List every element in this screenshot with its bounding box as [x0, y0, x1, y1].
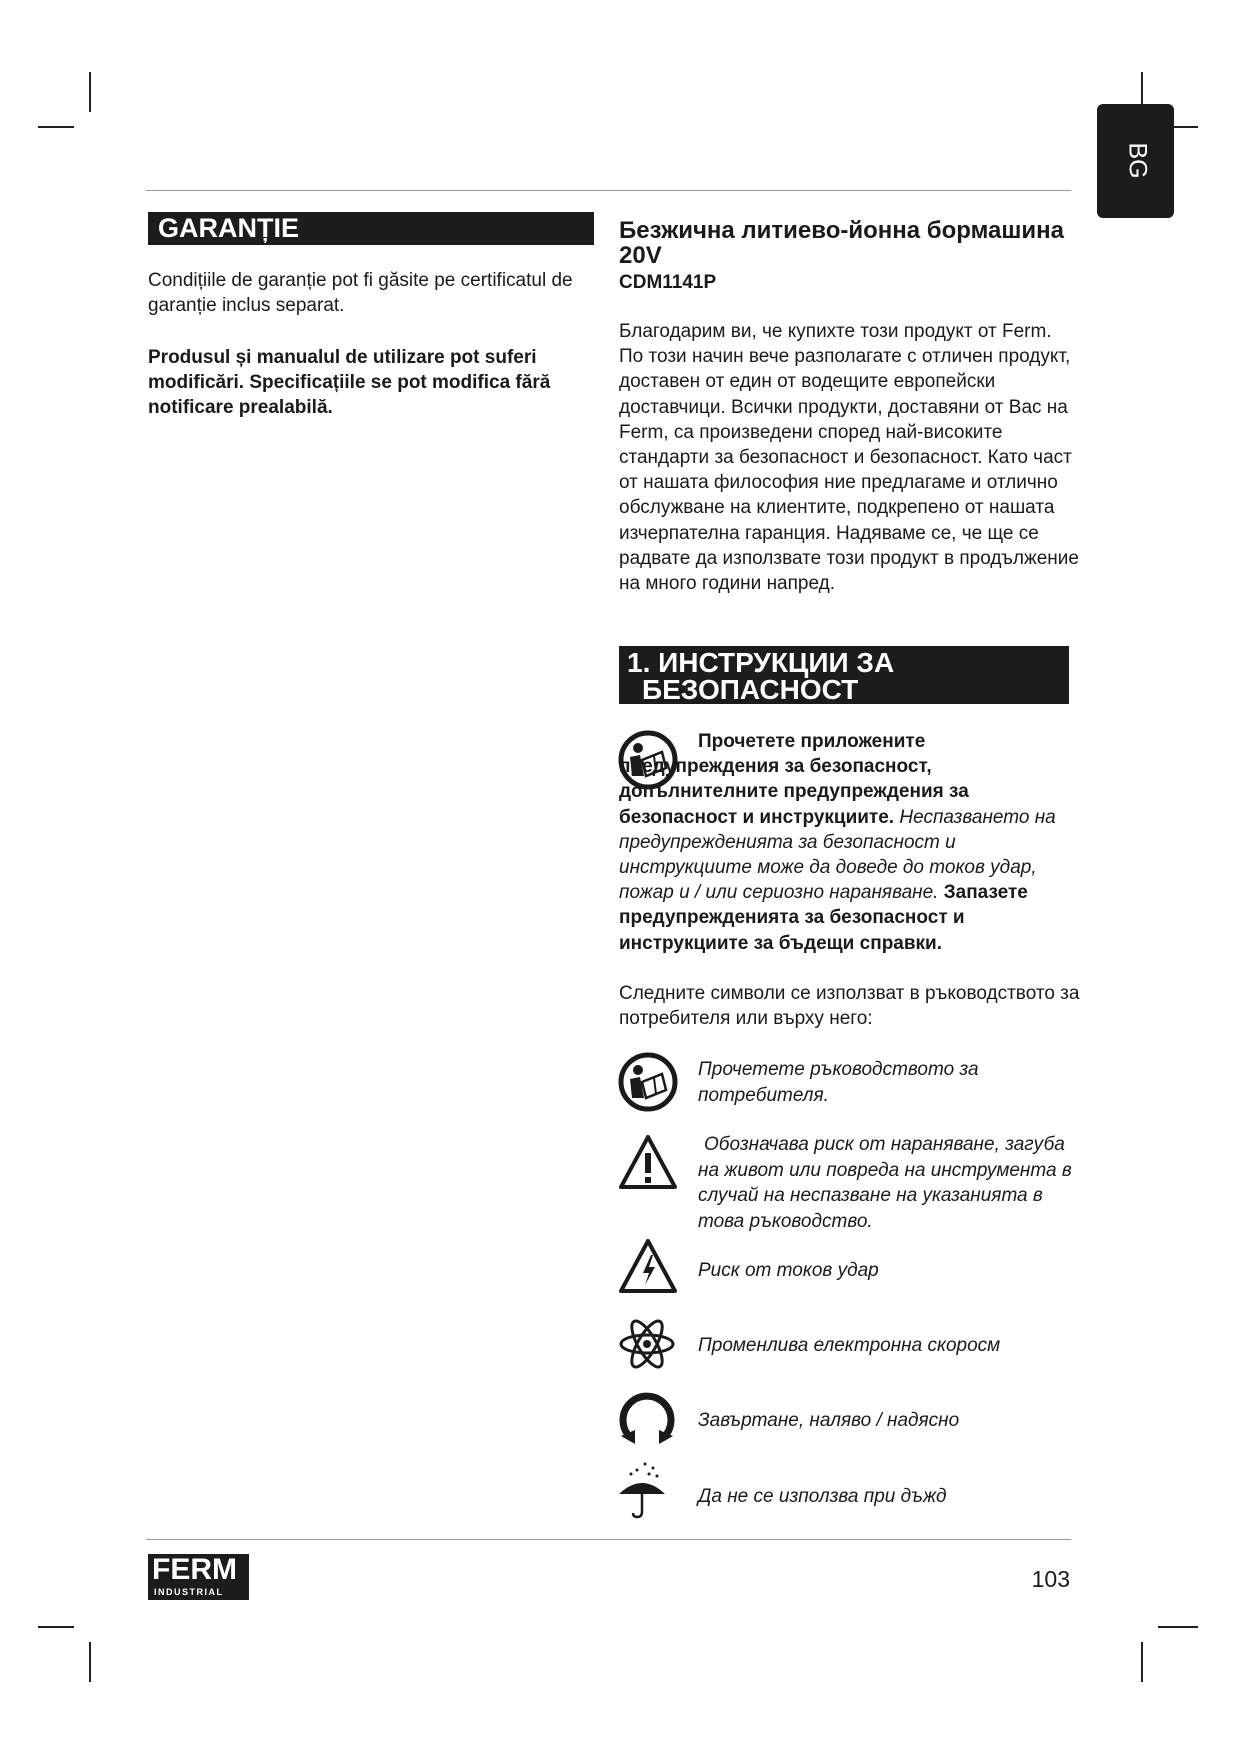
crop-mark: [1141, 1642, 1143, 1682]
bottom-rule: [146, 1539, 1071, 1540]
safety-warning-block: [619, 729, 1081, 956]
page-number: 103: [1031, 1566, 1070, 1592]
top-rule: [146, 190, 1071, 191]
crop-mark: [89, 72, 91, 112]
electric-shock-icon: [617, 1237, 679, 1295]
logo-subtitle: INDUSTRIAL: [154, 1587, 224, 1597]
symbol-read-manual-text: Прочетете ръководството за потребителя.: [698, 1059, 979, 1106]
product-title: Безжична литиево-йонна бормашина 20V: [619, 217, 1065, 269]
crop-mark: [38, 1626, 74, 1628]
symbol-speed-text: Променлива електронна скоросм: [698, 1335, 1001, 1356]
logo-word: FERM: [152, 1553, 237, 1586]
warning-triangle-icon: [617, 1133, 679, 1191]
garantie-heading: GARANȚIE: [148, 212, 594, 245]
safety-section-heading: [619, 646, 1069, 704]
safety-warning-keep: Запазете предупрежденията за безопасност и инструкциите за бъдещи справки.: [619, 882, 1028, 954]
symbol-rain-text: Да не се използва при дъжд: [698, 1486, 947, 1507]
crop-mark: [89, 1642, 91, 1682]
product-code: CDM1141P: [619, 272, 717, 293]
symbol-shock-text: Риск от токов удар: [698, 1260, 879, 1281]
symbols-intro: Следните символи се използват в ръководството за потребителя или върху него:: [619, 983, 1080, 1030]
safety-warning-read: Прочетете приложените предупреждения за безопасност, допълнителните предупреждения за безопасност и инструкциите.: [619, 731, 969, 828]
safety-warning: [619, 729, 1081, 956]
symbol-warning-text: Обозначава риск от нараняване, загуба на живот или повреда на инструмента в случай на неспазване на указанията в това ръководство.: [698, 1134, 1072, 1232]
crop-mark: [38, 126, 74, 128]
garantie-paragraph: Condițiile de garanție pot fi găsite pe certificatul de garanție inclus separat.: [148, 270, 573, 317]
symbol-rotation-text: Завъртане, наляво / надясно: [698, 1410, 960, 1431]
modifications-notice: Produsul și manualul de utilizare pot suferi modificări. Specificațiile se pot modifica fără notificare prealabilă.: [148, 347, 551, 419]
safety-heading-line2: БЕЗОПАСНОСТ: [642, 674, 859, 705]
crop-mark: [1158, 1626, 1198, 1628]
language-code: BG: [1123, 142, 1152, 179]
safety-heading-line1: 1. ИНСТРУКЦИИ ЗА: [627, 647, 895, 678]
intro-paragraph: Благодарим ви, че купихте този продукт от Ferm. По този начин вече разполагате с отличен продукт, доставен от един от водещите европейски доставчици. Всички продукти, доставяни от Вас на Ferm, са произведени според най-високите стандарти за безопасност и безопасност. Като част от нашата философия ние предлагаме и отлично обслужване на клиентите, подкрепено от нашата изчерпателна гаранция. Надяваме се, че ще се радвате да използвате този продукт в продължение на много години напред.: [619, 321, 1079, 595]
variable-speed-icon: [618, 1318, 676, 1370]
no-rain-umbrella-icon: [615, 1460, 669, 1520]
safety-warning-consequence: Неспазването на предупрежденията за безопасност и инструкциите може да доведе до токов удар, пожар и / или сериозно нараняване.: [619, 806, 1056, 904]
language-tab: [1097, 104, 1174, 218]
rotation-icon: [617, 1388, 677, 1446]
read-manual-icon: [618, 1052, 678, 1112]
ferm-industrial-logo: [148, 1554, 249, 1600]
